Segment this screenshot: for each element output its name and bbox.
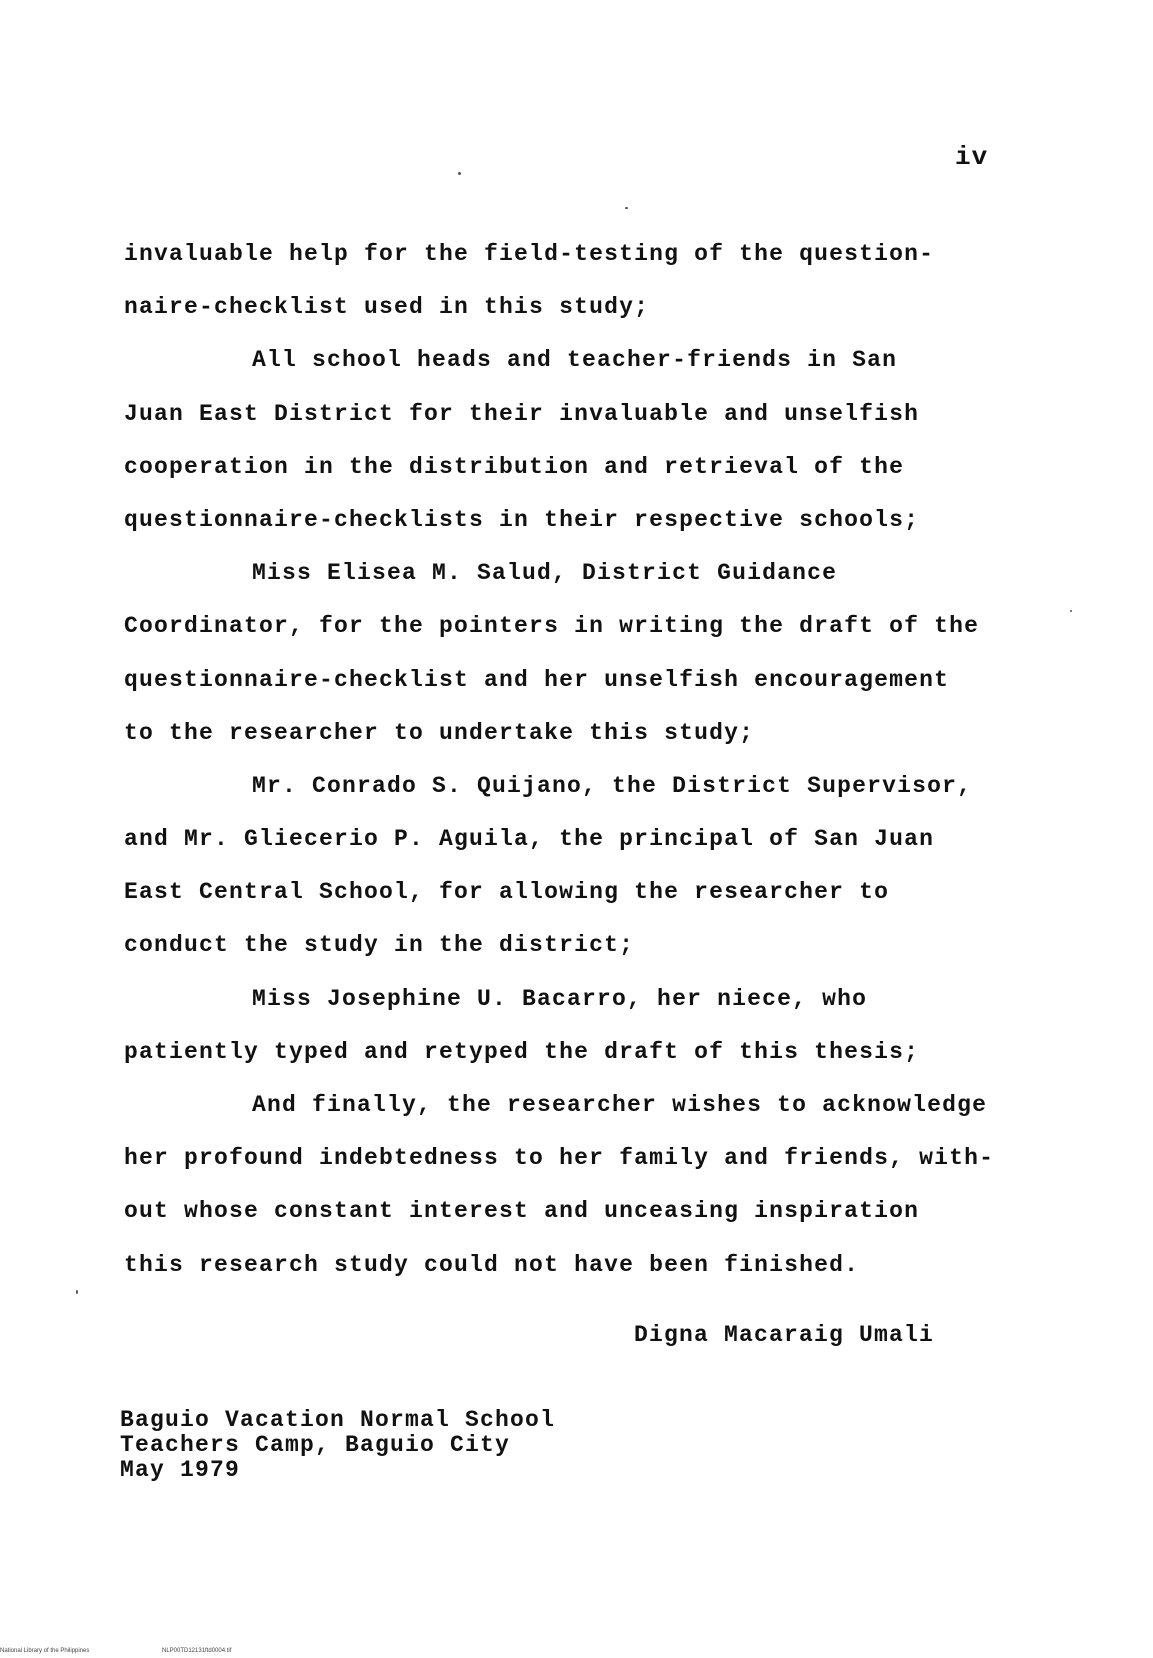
text-line: invaluable help for the field-testing of the question- <box>124 241 935 267</box>
page-number: iv <box>955 142 989 172</box>
address-line: Teachers Camp, Baguio City <box>120 1432 511 1458</box>
scan-footer-filename: NLP00TD12131ftd0004.tif <box>162 1648 232 1654</box>
scan-speck <box>1070 610 1072 612</box>
author-signature: Digna Macaraig Umali <box>634 1322 935 1348</box>
text-line: Coordinator, for the pointers in writing the draft of the <box>124 613 980 640</box>
text-line: questionnaire-checklists in their respective schools; <box>124 506 920 533</box>
text-line: Miss Josephine U. Bacarro, her niece, who <box>252 985 868 1012</box>
text-line: this research study could not have been finished. <box>124 1251 860 1278</box>
text-line: conduct the study in the district; <box>124 932 635 959</box>
scan-footer-library: National Library of the Philippines <box>0 1648 90 1654</box>
address-line: Baguio Vacation Normal School <box>120 1407 556 1433</box>
text-line: questionnaire-checklist and her unselfish encouragement <box>124 666 950 693</box>
scan-speck <box>76 1290 78 1294</box>
text-line: Mr. Conrado S. Quijano, the District Supervisor, <box>252 772 973 799</box>
acknowledgment-body <box>124 228 1054 1292</box>
text-line: Juan East District for their invaluable and unselfish <box>124 400 920 427</box>
text-line: naire-checklist used in this study; <box>124 294 650 321</box>
text-line: cooperation in the distribution and retrieval of the <box>124 453 905 480</box>
text-line: her profound indebtedness to her family and friends, with- <box>124 1145 995 1172</box>
address-date: May 1979 <box>120 1457 241 1483</box>
text-line: patiently typed and retyped the draft of this thesis; <box>124 1038 920 1065</box>
text-line: out whose constant interest and unceasing inspiration <box>124 1198 920 1225</box>
text-line: And finally, the researcher wishes to acknowledge <box>252 1092 988 1118</box>
text-line: Miss Elisea M. Salud, District Guidance <box>252 560 838 587</box>
scan-speck <box>625 207 628 209</box>
text-line: and Mr. Gliecerio P. Aguila, the principal of San Juan <box>124 826 935 853</box>
scan-speck <box>458 172 461 175</box>
text-line: All school heads and teacher-friends in San <box>252 347 898 374</box>
institution-address <box>120 1408 555 1483</box>
text-line: East Central School, for allowing the researcher to <box>124 879 890 906</box>
text-line: to the researcher to undertake this study; <box>124 719 755 746</box>
